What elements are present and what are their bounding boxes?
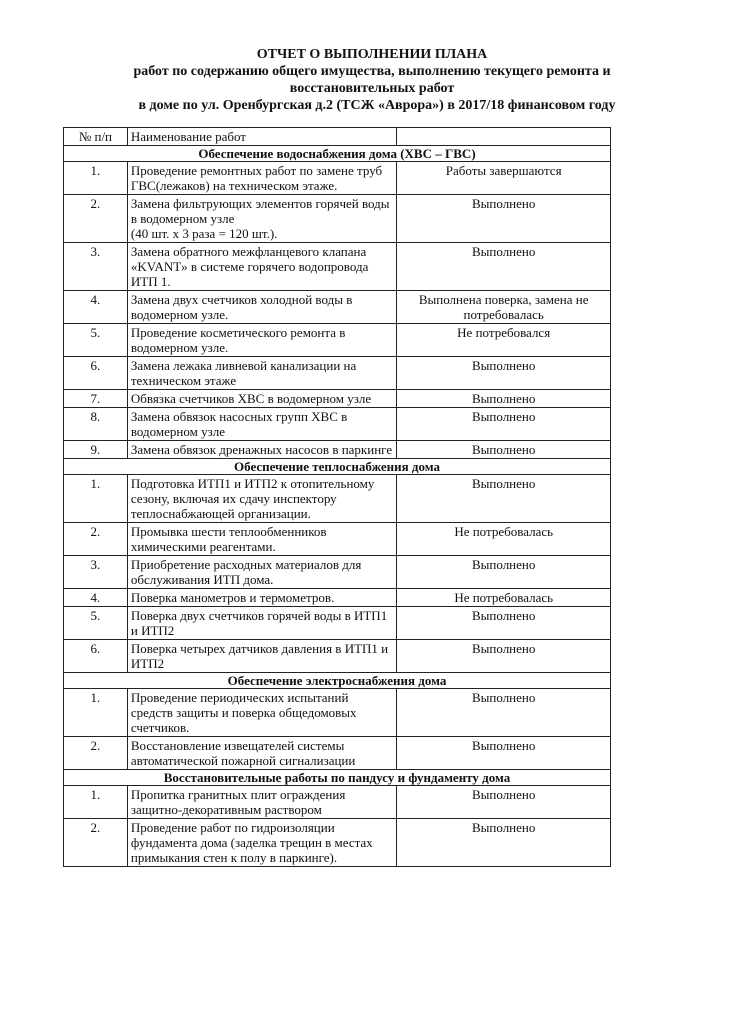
work-status: Не потребовался: [397, 324, 611, 357]
row-number: 7.: [64, 390, 128, 408]
row-number: 2.: [64, 819, 128, 867]
section-header-row: [64, 459, 611, 475]
work-name: Поверка четырех датчиков давления в ИТП1 и ИТП2: [127, 640, 397, 673]
work-name: Промывка шести теплообменников химическими реагентами.: [127, 523, 397, 556]
work-name: Замена обвязок насосных групп ХВС в водомерном узле: [127, 408, 397, 441]
section-title: Восстановительные работы по пандусу и фундаменту дома: [64, 770, 611, 786]
section-header-row: [64, 770, 611, 786]
work-status: Выполнено: [397, 556, 611, 589]
work-status: Не потребовалась: [397, 589, 611, 607]
work-name: Поверка манометров и термометров.: [127, 589, 397, 607]
report-subtitle-line-2: восстановительных работ: [289, 81, 455, 96]
work-status: Выполнено: [397, 786, 611, 819]
work-status: Выполнено: [397, 475, 611, 523]
work-name: Пропитка гранитных плит ограждения защитно-декоративным раствором: [127, 786, 397, 819]
table-row: [64, 819, 611, 867]
section-header-row: [64, 673, 611, 689]
work-status: Выполнено: [397, 441, 611, 459]
work-name: Замена двух счетчиков холодной воды в водомерном узле.: [127, 291, 397, 324]
work-name: Обвязка счетчиков ХВС в водомерном узле: [127, 390, 397, 408]
row-number: 4.: [64, 291, 128, 324]
column-header-status: [397, 128, 611, 146]
document-header: [0, 46, 744, 114]
row-number: 1.: [64, 162, 128, 195]
column-header-name: Наименование работ: [127, 128, 397, 146]
work-status: Выполнено: [397, 357, 611, 390]
table-row: [64, 441, 611, 459]
work-status: Не потребовалась: [397, 523, 611, 556]
table-row: [64, 589, 611, 607]
work-name: Замена лежака ливневой канализации на техническом этаже: [127, 357, 397, 390]
section-title: Обеспечение теплоснабжения дома: [64, 459, 611, 475]
work-name: Замена фильтрующих элементов горячей воды в водомерном узле (40 шт. х 3 раза = 120 шт.).: [127, 195, 397, 243]
work-name: Поверка двух счетчиков горячей воды в ИТП1 и ИТП2: [127, 607, 397, 640]
work-status: Выполнено: [397, 640, 611, 673]
work-plan-table: [63, 127, 611, 867]
work-name: Проведение периодических испытаний средств защиты и поверка общедомовых счетчиков.: [127, 689, 397, 737]
table-row: [64, 162, 611, 195]
table-row: [64, 390, 611, 408]
work-status: Выполнено: [397, 243, 611, 291]
work-status: Выполнено: [397, 819, 611, 867]
row-number: 4.: [64, 589, 128, 607]
row-number: 5.: [64, 324, 128, 357]
row-number: 2.: [64, 195, 128, 243]
section-title: Обеспечение водоснабжения дома (ХВС – ГВС): [64, 146, 611, 162]
row-number: 2.: [64, 523, 128, 556]
row-number: 1.: [64, 786, 128, 819]
work-name: Подготовка ИТП1 и ИТП2 к отопительному сезону, включая их сдачу инспектору теплоснабжающей организации.: [127, 475, 397, 523]
work-status: Выполнено: [397, 689, 611, 737]
table-row: [64, 475, 611, 523]
row-number: 9.: [64, 441, 128, 459]
table-row: [64, 786, 611, 819]
work-status: Выполнена поверка, замена не потребовалась: [397, 291, 611, 324]
work-name: Замена обратного межфланцевого клапана «KVANT» в системе горячего водопровода ИТП 1.: [127, 243, 397, 291]
table-row: [64, 408, 611, 441]
row-number: 1.: [64, 689, 128, 737]
table-row: [64, 640, 611, 673]
row-number: 5.: [64, 607, 128, 640]
work-status: Выполнено: [397, 390, 611, 408]
table-row: [64, 737, 611, 770]
work-name: Замена обвязок дренажных насосов в паркинге: [127, 441, 397, 459]
work-status: Работы завершаются: [397, 162, 611, 195]
row-number: 3.: [64, 556, 128, 589]
column-header-number: № п/п: [64, 128, 128, 146]
section-header-row: [64, 146, 611, 162]
report-subtitle-line-3: в доме по ул. Оренбургская д.2 (ТСЖ «Аврора») в 2017/18 финансовом году: [138, 98, 616, 113]
row-number: 6.: [64, 357, 128, 390]
table-row: [64, 556, 611, 589]
work-name: Восстановление извещателей системы автоматической пожарной сигнализации: [127, 737, 397, 770]
work-status: Выполнено: [397, 408, 611, 441]
work-name: Проведение работ по гидроизоляции фундамента дома (заделка трещин в местах примыкания стен к полу в паркинге).: [127, 819, 397, 867]
row-number: 1.: [64, 475, 128, 523]
report-subtitle-line-1: работ по содержанию общего имущества, выполнению текущего ремонта и: [133, 64, 611, 79]
report-title: ОТЧЕТ О ВЫПОЛНЕНИИ ПЛАНА: [256, 47, 488, 62]
table-row: [64, 291, 611, 324]
work-name: Проведение косметического ремонта в водомерном узле.: [127, 324, 397, 357]
row-number: 8.: [64, 408, 128, 441]
row-number: 6.: [64, 640, 128, 673]
work-status: Выполнено: [397, 737, 611, 770]
table-row: [64, 195, 611, 243]
row-number: 2.: [64, 737, 128, 770]
work-name: Проведение ремонтных работ по замене труб ГВС(лежаков) на техническом этаже.: [127, 162, 397, 195]
table-row: [64, 243, 611, 291]
table-row: [64, 689, 611, 737]
table-row: [64, 523, 611, 556]
section-title: Обеспечение электроснабжения дома: [64, 673, 611, 689]
work-status: Выполнено: [397, 195, 611, 243]
table-row: [64, 357, 611, 390]
work-name: Приобретение расходных материалов для обслуживания ИТП дома.: [127, 556, 397, 589]
work-status: Выполнено: [397, 607, 611, 640]
row-number: 3.: [64, 243, 128, 291]
table-row: [64, 607, 611, 640]
table-header-row: [64, 128, 611, 146]
table-row: [64, 324, 611, 357]
